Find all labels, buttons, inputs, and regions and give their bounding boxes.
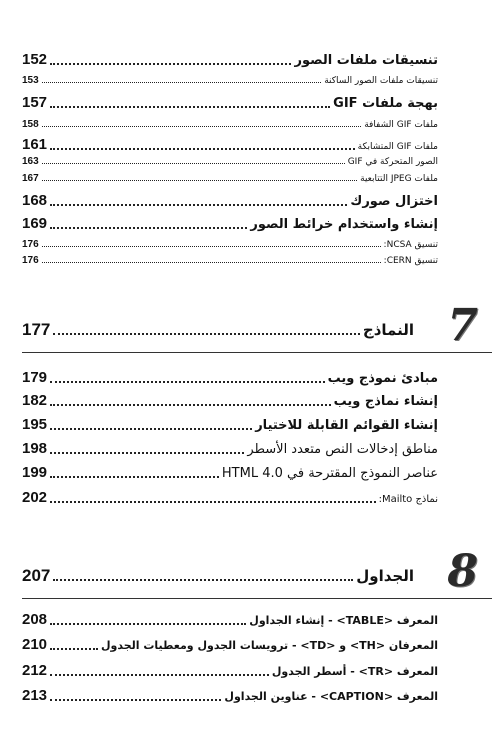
dot-leader: [50, 501, 376, 503]
chapter-number: 7: [447, 300, 478, 351]
toc-entry: [22, 94, 438, 111]
page-number: 213: [22, 687, 48, 704]
page-number: 202: [22, 489, 48, 506]
toc-entry: [22, 215, 438, 232]
entry-title: تنسيق NCSA:: [383, 240, 438, 250]
toc-entry: [22, 369, 438, 386]
page-number: 177: [22, 320, 51, 339]
page-number: 207: [22, 566, 51, 585]
entry-title: الصور المتحركة في GIF: [347, 157, 438, 167]
toc-entry: [22, 136, 438, 153]
page-number: 179: [22, 369, 48, 386]
dot-leader: [42, 163, 345, 164]
entry-title: نماذج Mailto:: [378, 494, 438, 505]
dot-leader: [50, 476, 219, 478]
dot-leader: [42, 126, 362, 127]
toc-entry: [22, 173, 438, 184]
chapter-title: الجداول: [356, 567, 414, 585]
page-number: 161: [22, 136, 48, 153]
page-number: 169: [22, 215, 48, 232]
toc-entry: [22, 75, 438, 86]
entry-title: تنسيق CERN:: [383, 256, 438, 266]
toc-entry: [22, 464, 438, 481]
entry-title: مبادئ نموذج ويب: [327, 371, 438, 386]
dot-leader: [50, 699, 221, 701]
chapter-divider: [22, 598, 492, 599]
page-number: 198: [22, 440, 48, 457]
entry-title: إنشاء واستخدام خرائط الصور: [250, 217, 438, 232]
dot-leader: [42, 180, 357, 181]
entry-title: المعرف <TABLE> - إنشاء الجداول: [249, 614, 438, 627]
chapter-divider: [22, 352, 492, 353]
toc-entry: [22, 662, 438, 679]
entry-title: تنسيقات ملفات الصور الساكنة: [324, 76, 438, 86]
page-number: 210: [22, 636, 48, 653]
dot-leader: [53, 579, 353, 581]
entry-title: تنسيقات ملفات الصور: [294, 53, 438, 68]
dot-leader: [50, 148, 355, 150]
entry-title: اختزال صورك: [350, 194, 438, 209]
entry-title: ملفات GIF الشفافة: [364, 120, 438, 130]
toc-entry: [22, 239, 438, 250]
chapter-title: النماذج: [362, 321, 414, 339]
toc-entry: [22, 119, 438, 130]
page-number: 168: [22, 192, 48, 209]
entry-title: إنشاء نماذج ويب: [333, 394, 438, 409]
page-number: 208: [22, 611, 48, 628]
dot-leader: [42, 246, 381, 247]
chapter-number: 8: [447, 546, 478, 597]
entry-title: بهجة ملفات GIF: [333, 96, 438, 111]
page-number: 199: [22, 464, 48, 481]
entry-title: عناصر النموذج المقترحة في HTML 4.0: [221, 466, 438, 481]
dot-leader: [50, 204, 347, 206]
entry-title: المعرف <TR> - أسطر الجدول: [271, 665, 438, 678]
dot-leader: [50, 63, 291, 65]
dot-leader: [42, 82, 322, 83]
page-number: 176: [22, 255, 39, 266]
toc-entry: [22, 392, 438, 409]
toc-entry: [22, 611, 438, 628]
dot-leader: [53, 333, 360, 335]
toc-entry: [22, 192, 438, 209]
chapter-heading: [22, 320, 414, 340]
page-number: 212: [22, 662, 48, 679]
page-number: 195: [22, 416, 48, 433]
dot-leader: [50, 674, 269, 676]
page-number: 158: [22, 119, 39, 130]
page-number: 153: [22, 75, 39, 86]
dot-leader: [50, 452, 244, 454]
toc-entry: [22, 636, 438, 653]
page-number: 167: [22, 173, 39, 184]
entry-title: المعرفان <TH> و <TD> - ترويسات الجدول ومعطيات الجدول: [100, 639, 438, 652]
page-number: 182: [22, 392, 48, 409]
chapter-heading: [22, 566, 414, 586]
dot-leader: [50, 227, 247, 229]
dot-leader: [50, 428, 252, 430]
toc-entry: [22, 687, 438, 704]
dot-leader: [50, 381, 325, 383]
page-number: 163: [22, 156, 39, 167]
toc-entry: [22, 51, 438, 68]
entry-title: إنشاء القوائم القابلة للاختيار: [255, 418, 438, 433]
toc-entry: [22, 489, 438, 506]
dot-leader: [50, 623, 246, 625]
entry-title: المعرف <CAPTION> - عناوين الجداول: [224, 690, 438, 703]
entry-title: ملفات JPEG التتابعية: [360, 174, 438, 184]
toc-entry: [22, 416, 438, 433]
dot-leader: [50, 404, 331, 406]
page-number: 176: [22, 239, 39, 250]
dot-leader: [50, 106, 330, 108]
toc-entry: [22, 440, 438, 457]
toc-entry: [22, 156, 438, 167]
dot-leader: [50, 648, 98, 650]
entry-title: ملفات GIF المتشابكة: [357, 142, 438, 152]
page-number: 152: [22, 51, 48, 68]
toc-entry: [22, 255, 438, 266]
dot-leader: [42, 262, 381, 263]
entry-title: مناطق إدخالات النص متعدد الأسطر: [247, 442, 438, 457]
page-number: 157: [22, 94, 48, 111]
